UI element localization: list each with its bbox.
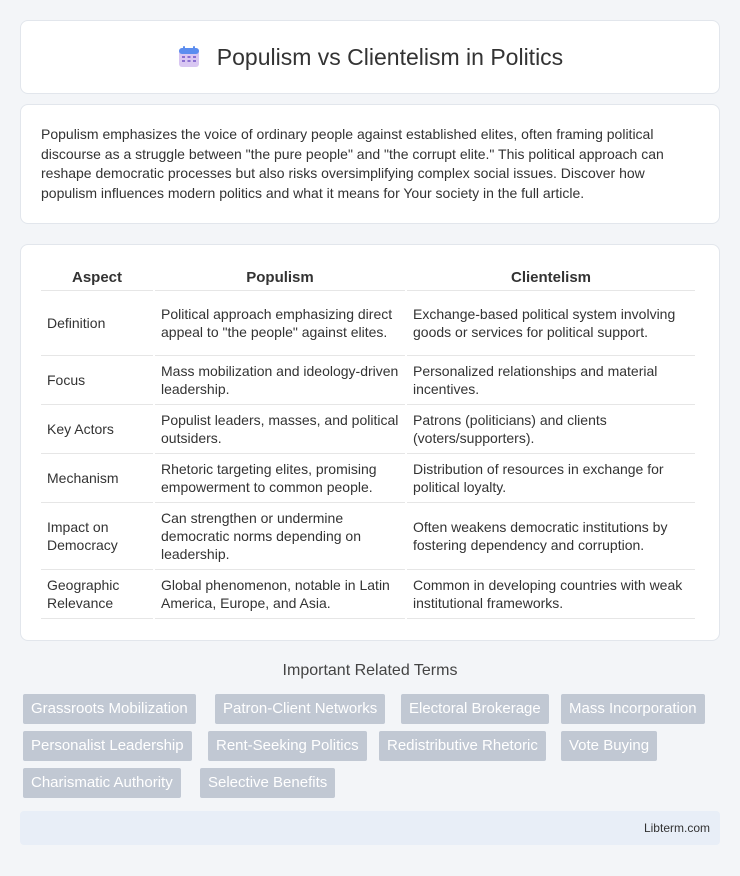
related-term-tag[interactable]: Rent-Seeking Politics bbox=[208, 731, 367, 761]
related-term-tag[interactable]: Electoral Brokerage bbox=[401, 694, 549, 724]
calendar-icon bbox=[177, 45, 201, 69]
table-row bbox=[41, 291, 695, 356]
related-term-tag[interactable]: Selective Benefits bbox=[200, 768, 335, 798]
footer bbox=[20, 811, 720, 845]
row-clientelism: Personalized relationships and material incentives. bbox=[407, 356, 695, 405]
row-populism: Populist leaders, masses, and political outsiders. bbox=[155, 405, 405, 454]
row-aspect: Key Actors bbox=[41, 405, 153, 454]
table-row bbox=[41, 454, 695, 503]
related-term-tag[interactable]: Patron-Client Networks bbox=[215, 694, 385, 724]
header-card bbox=[20, 20, 720, 94]
header-aspect: Aspect bbox=[41, 265, 153, 291]
row-aspect: Mechanism bbox=[41, 454, 153, 503]
related-term-tag[interactable]: Mass Incorporation bbox=[561, 694, 705, 724]
footer-site-link[interactable]: Libterm.com bbox=[643, 821, 710, 835]
row-aspect: Definition bbox=[41, 291, 153, 356]
comparison-table bbox=[39, 265, 697, 619]
related-term-tag[interactable]: Grassroots Mobilization bbox=[23, 694, 196, 724]
row-aspect: Impact on Democracy bbox=[41, 503, 153, 570]
row-clientelism: Common in developing countries with weak institutional frameworks. bbox=[407, 570, 695, 619]
row-populism: Global phenomenon, notable in Latin America, Europe, and Asia. bbox=[155, 570, 405, 619]
row-populism: Political approach emphasizing direct appeal to "the people" against elites. bbox=[155, 291, 405, 356]
table-header-row bbox=[41, 265, 695, 291]
page-title: Populism vs Clientelism in Politics bbox=[216, 43, 564, 70]
intro-card bbox=[20, 104, 720, 224]
intro-text: Populism emphasizes the voice of ordinary people against established elites, often framing political discourse as a struggle between "the pure people" and "the corrupt elite." This political approach can reshape democratic processes but also risks oversimplifying complex social issues. Discover how populism influences modern politics and what it means for Your society in the full article. bbox=[41, 126, 664, 201]
row-populism: Rhetoric targeting elites, promising empowerment to common people. bbox=[155, 454, 405, 503]
row-clientelism: Often weakens democratic institutions by fostering dependency and corruption. bbox=[407, 503, 695, 570]
table-row bbox=[41, 356, 695, 405]
table-row bbox=[41, 503, 695, 570]
related-terms-title: Important Related Terms bbox=[282, 662, 458, 679]
row-populism: Mass mobilization and ideology-driven leadership. bbox=[155, 356, 405, 405]
row-clientelism: Distribution of resources in exchange for political loyalty. bbox=[407, 454, 695, 503]
row-aspect: Geographic Relevance bbox=[41, 570, 153, 619]
comparison-table-card bbox=[20, 244, 720, 641]
table-row bbox=[41, 405, 695, 454]
related-term-tag[interactable]: Personalist Leadership bbox=[23, 731, 192, 761]
related-term-tag[interactable]: Redistributive Rhetoric bbox=[379, 731, 546, 761]
related-term-tag[interactable]: Vote Buying bbox=[561, 731, 657, 761]
row-aspect: Focus bbox=[41, 356, 153, 405]
row-populism: Can strengthen or undermine democratic norms depending on leadership. bbox=[155, 503, 405, 570]
header-populism: Populism bbox=[155, 265, 405, 291]
related-term-tag[interactable]: Charismatic Authority bbox=[23, 768, 181, 798]
row-clientelism: Patrons (politicians) and clients (voters/supporters). bbox=[407, 405, 695, 454]
table-row bbox=[41, 570, 695, 619]
header-clientelism: Clientelism bbox=[407, 265, 695, 291]
row-clientelism: Exchange-based political system involving goods or services for political support. bbox=[407, 291, 695, 356]
